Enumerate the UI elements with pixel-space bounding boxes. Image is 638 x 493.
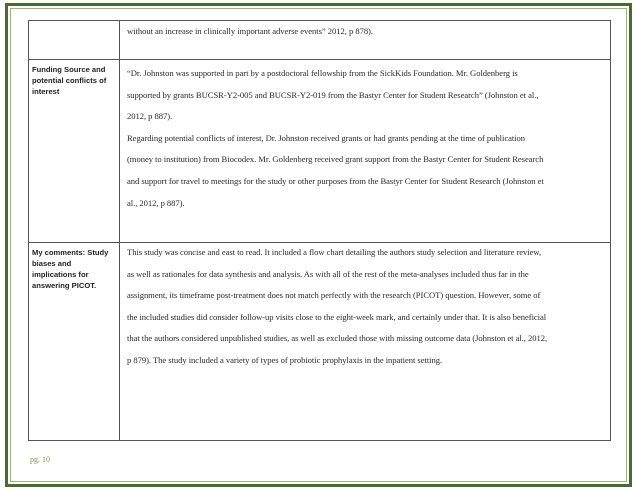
table-row-label	[29, 21, 120, 60]
text-line: (money to institution) from Biocodex. Mr. Goldenberg received grant support from the Bastyr Center for Student Research	[127, 154, 544, 165]
text-line: and support for travel to meetings for the study or other purposes from the Bastyr Center for Student Research (Johnston et	[127, 175, 544, 186]
text-line: al., 2012, p 887).	[127, 197, 185, 208]
text-line: supported by grants BUCSR-Y2-005 and BUCSR-Y2-019 from the Bastyr Center for Student Research” (Johnston et al.,	[127, 89, 539, 100]
table-row-text	[120, 21, 611, 60]
text-line: that the authors considered unpublished studies, as well as excluded those with missing outcome data (Johnston et al., 2012,	[127, 333, 548, 344]
table-row-text	[120, 243, 611, 441]
table-row-label: Funding Source and potential conflicts of interest	[29, 60, 120, 243]
text-line: 2012, p 887).	[127, 111, 173, 122]
table-row-comments	[29, 243, 611, 441]
table-row-text	[120, 60, 611, 243]
table-row-continued-findings	[29, 21, 611, 60]
text-line: p 879). The study included a variety of types of probiotic prophylaxis in the inpatient setting.	[127, 354, 443, 365]
text-line: as well as rationales for data synthesis and analysis. As with all of the rest of the meta-analyses included thus far in the	[127, 268, 529, 279]
text-line: This study was concise and east to read. It included a flow chart detailing the authors study selection and literature review,	[127, 247, 542, 257]
text-line: “Dr. Johnston was supported in part by a postdoctoral fellowship from the SickKids Foundation. Mr. Goldenberg is	[127, 68, 518, 78]
text-line: the included studies did consider follow-up visits close to the eight-week mark, and certainly under that. It is also beneficial	[127, 311, 547, 322]
text-line: without an increase in clinically important adverse events” 2012, p 878).	[127, 26, 373, 36]
table-row-label: My comments: Study biases and implications for answering PICOT.	[29, 243, 120, 441]
text-line: Regarding potential conflicts of interest, Dr. Johnston received grants or had grants pending at the time of publication	[127, 132, 526, 143]
evidence-table	[28, 20, 611, 441]
page-number: pg. 10	[30, 455, 50, 464]
table-row-funding	[29, 60, 611, 243]
text-line: assignment, its timeframe post-treatment does not match perfectly with the research (PICOT) question. However, some of	[127, 290, 541, 301]
